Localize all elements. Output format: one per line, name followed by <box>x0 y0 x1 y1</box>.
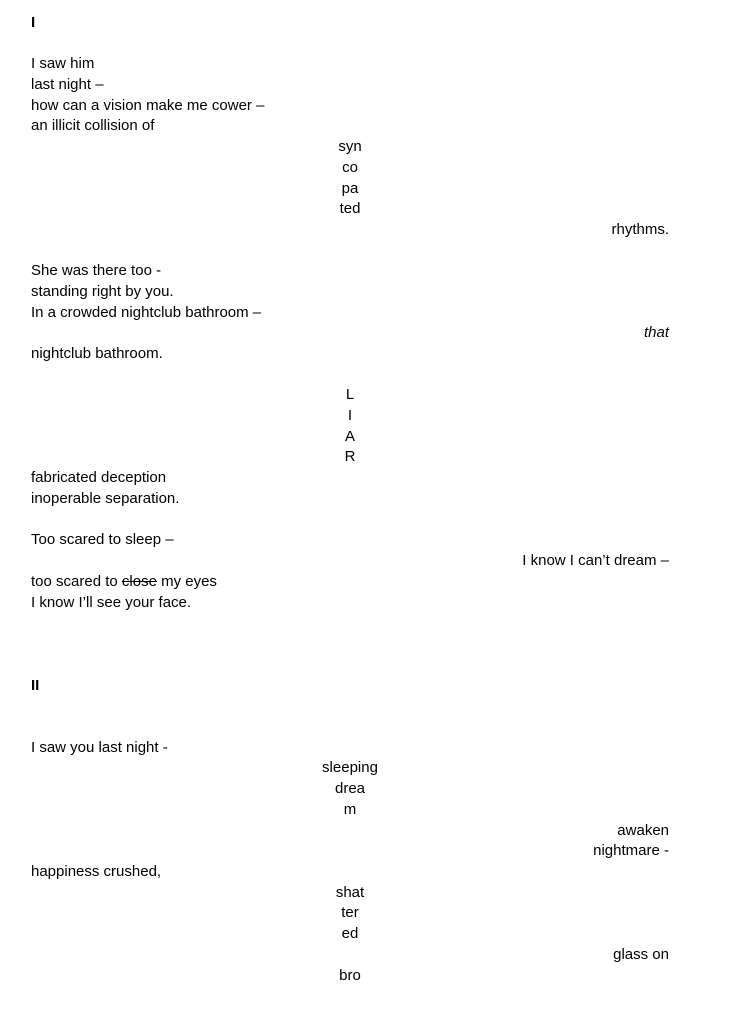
poem-text: my eyes <box>156 573 217 590</box>
section-heading: I <box>31 14 36 31</box>
poem-line: She was there too - <box>31 262 162 279</box>
poem-line: happiness crushed, <box>31 863 162 880</box>
poem-fragment: drea <box>334 780 366 797</box>
poem-line: I saw you last night - <box>31 739 168 756</box>
poem-fragment-right: rhythms. <box>611 221 669 238</box>
poem-fragment: ted <box>339 200 361 217</box>
poem-line: I saw him <box>31 55 95 72</box>
poem-fragment: pa <box>341 180 359 197</box>
poem-line-with-strike <box>31 572 217 593</box>
poem-letter: L <box>345 386 355 403</box>
poem-line: how can a vision make me cower – <box>31 97 265 114</box>
struck-word: close <box>121 573 157 590</box>
poem-fragment-right: that <box>643 324 669 341</box>
poem-line: an illicit collision of <box>31 117 155 134</box>
poem-fragment: sleeping <box>322 759 378 776</box>
poem-letter: I <box>347 407 353 424</box>
section-heading: II <box>31 677 40 694</box>
poem-fragment: m <box>343 801 357 818</box>
poem-line: inoperable separation. <box>31 490 180 507</box>
poem-fragment: co <box>342 159 358 176</box>
poem-line: In a crowded nightclub bathroom – <box>31 304 262 321</box>
poem-fragment: ter <box>341 904 359 921</box>
poem-line: last night – <box>31 76 104 93</box>
poem-line: fabricated deception <box>31 469 167 486</box>
poem-letter: A <box>344 428 355 445</box>
poem-fragment: syn <box>338 138 362 155</box>
poem-fragment-right: awaken <box>617 822 669 839</box>
poem-line: standing right by you. <box>31 283 174 300</box>
poem-fragment-right: nightmare - <box>593 842 669 859</box>
poem-text: too scared to <box>31 573 122 590</box>
poem-line: I know I’ll see your face. <box>31 594 192 611</box>
poem-fragment: bro <box>339 967 361 984</box>
poem-fragment: shat <box>335 884 365 901</box>
poem-letter: R <box>344 448 356 465</box>
poem-fragment-right: I know I can’t dream – <box>522 552 669 569</box>
poem-fragment: ed <box>341 925 359 942</box>
poem-line: nightclub bathroom. <box>31 345 163 362</box>
poem-fragment-right: glass on <box>613 946 669 963</box>
poem-line: Too scared to sleep – <box>31 531 174 548</box>
